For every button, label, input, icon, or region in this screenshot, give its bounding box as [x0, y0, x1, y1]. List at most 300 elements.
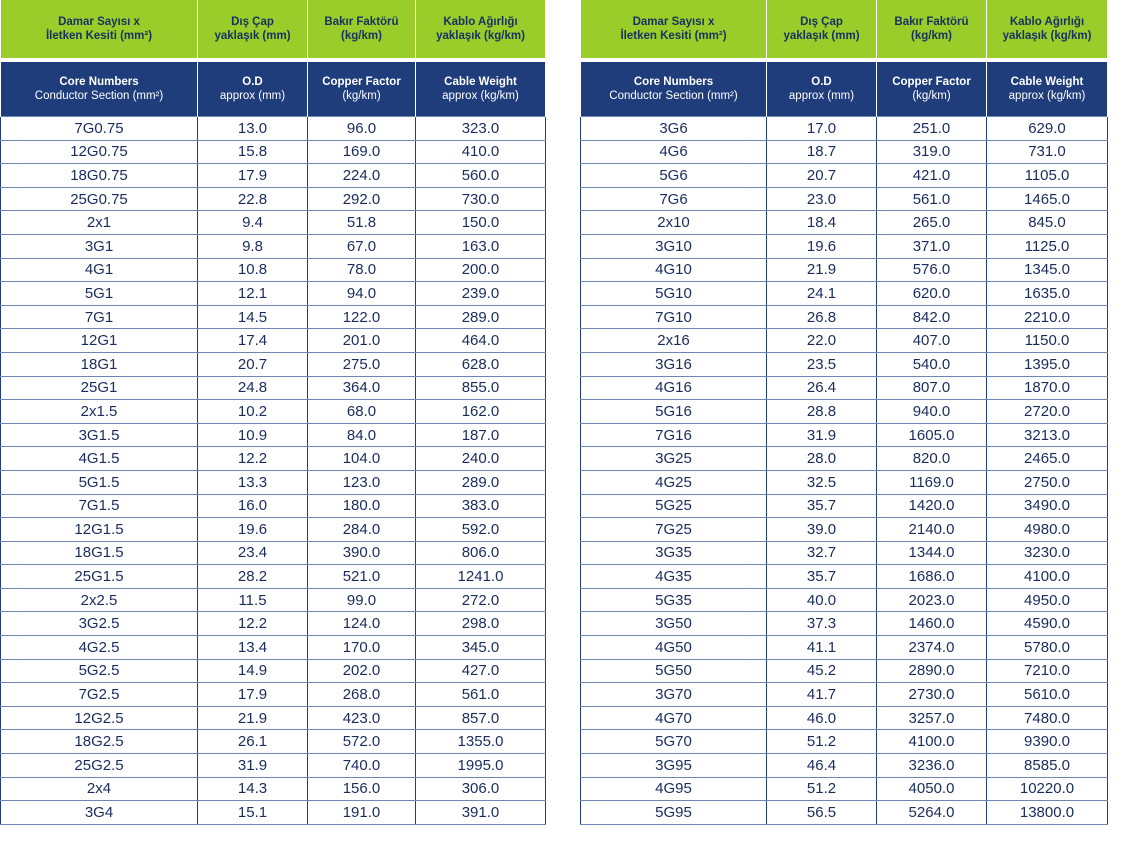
cell-copper-factor: 2890.0	[877, 659, 987, 683]
cell-copper-factor: 2023.0	[877, 588, 987, 612]
cell-outer-diameter: 24.1	[767, 282, 877, 306]
cell-copper-factor: 540.0	[877, 352, 987, 376]
cell-core-section: 5G1.5	[1, 470, 198, 494]
table-row	[1, 777, 546, 801]
cell-outer-diameter: 46.0	[767, 706, 877, 730]
cell-core-section: 3G6	[581, 117, 767, 141]
cell-copper-factor: 521.0	[308, 565, 416, 589]
cell-core-section: 7G6	[581, 187, 767, 211]
cell-cable-weight: 1870.0	[987, 376, 1108, 400]
cell-copper-factor: 275.0	[308, 352, 416, 376]
cell-outer-diameter: 13.4	[198, 636, 308, 660]
cell-cable-weight: 200.0	[416, 258, 546, 282]
cell-outer-diameter: 10.9	[198, 423, 308, 447]
header-row-english	[1, 62, 546, 117]
cell-cable-weight: 383.0	[416, 494, 546, 518]
cell-copper-factor: 292.0	[308, 187, 416, 211]
cell-copper-factor: 3257.0	[877, 706, 987, 730]
cell-copper-factor: 1605.0	[877, 423, 987, 447]
cell-cable-weight: 289.0	[416, 470, 546, 494]
cell-copper-factor: 265.0	[877, 211, 987, 235]
cell-cable-weight: 323.0	[416, 117, 546, 141]
cell-outer-diameter: 12.1	[198, 282, 308, 306]
cell-cable-weight: 2210.0	[987, 305, 1108, 329]
cell-core-section: 12G0.75	[1, 140, 198, 164]
cell-copper-factor: 3236.0	[877, 754, 987, 778]
table-row	[581, 683, 1108, 707]
table-row	[1, 683, 546, 707]
cell-core-section: 3G1.5	[1, 423, 198, 447]
table-row	[1, 541, 546, 565]
cell-outer-diameter: 31.9	[767, 423, 877, 447]
cell-core-section: 7G2.5	[1, 683, 198, 707]
table-row	[581, 612, 1108, 636]
table-row	[1, 518, 546, 542]
cell-core-section: 4G1	[1, 258, 198, 282]
table-row	[1, 117, 546, 141]
cell-copper-factor: 807.0	[877, 376, 987, 400]
cell-outer-diameter: 56.5	[767, 801, 877, 825]
cell-outer-diameter: 18.4	[767, 211, 877, 235]
cell-cable-weight: 7480.0	[987, 706, 1108, 730]
cell-core-section: 3G2.5	[1, 612, 198, 636]
cell-outer-diameter: 41.1	[767, 636, 877, 660]
cell-outer-diameter: 23.4	[198, 541, 308, 565]
cell-cable-weight: 239.0	[416, 282, 546, 306]
header-copper-tr: Bakır Faktörü (kg/km)	[877, 0, 987, 58]
cell-outer-diameter: 17.9	[198, 164, 308, 188]
cell-cable-weight: 4950.0	[987, 588, 1108, 612]
cell-cable-weight: 1995.0	[416, 754, 546, 778]
cell-core-section: 3G16	[581, 352, 767, 376]
cell-cable-weight: 1355.0	[416, 730, 546, 754]
cell-core-section: 12G1.5	[1, 518, 198, 542]
cell-outer-diameter: 13.0	[198, 117, 308, 141]
table-row	[581, 730, 1108, 754]
table-row	[581, 117, 1108, 141]
cell-outer-diameter: 14.9	[198, 659, 308, 683]
cell-outer-diameter: 22.0	[767, 329, 877, 353]
cell-outer-diameter: 10.2	[198, 400, 308, 424]
cell-core-section: 3G10	[581, 234, 767, 258]
cell-outer-diameter: 17.9	[198, 683, 308, 707]
cell-outer-diameter: 26.4	[767, 376, 877, 400]
table-row	[581, 329, 1108, 353]
cell-cable-weight: 1241.0	[416, 565, 546, 589]
cell-outer-diameter: 15.8	[198, 140, 308, 164]
cell-core-section: 7G1	[1, 305, 198, 329]
cell-copper-factor: 940.0	[877, 400, 987, 424]
table-row	[1, 801, 546, 825]
table-row	[581, 777, 1108, 801]
cell-core-section: 5G2.5	[1, 659, 198, 683]
cell-cable-weight: 628.0	[416, 352, 546, 376]
table-row	[1, 494, 546, 518]
cell-cable-weight: 1465.0	[987, 187, 1108, 211]
cell-core-section: 5G50	[581, 659, 767, 683]
cell-copper-factor: 170.0	[308, 636, 416, 660]
header-core-tr: Damar Sayısı x İletken Kesiti (mm²)	[1, 0, 198, 58]
cell-copper-factor: 1686.0	[877, 565, 987, 589]
table-row	[1, 612, 546, 636]
header-core-en: Core Numbers Conductor Section (mm²)	[581, 62, 767, 117]
cell-cable-weight: 1345.0	[987, 258, 1108, 282]
cell-outer-diameter: 18.7	[767, 140, 877, 164]
cell-copper-factor: 1460.0	[877, 612, 987, 636]
table-row	[581, 282, 1108, 306]
table-row	[581, 258, 1108, 282]
cell-outer-diameter: 17.0	[767, 117, 877, 141]
cell-cable-weight: 464.0	[416, 329, 546, 353]
cell-copper-factor: 191.0	[308, 801, 416, 825]
cell-outer-diameter: 23.0	[767, 187, 877, 211]
cell-core-section: 2x10	[581, 211, 767, 235]
cell-cable-weight: 1150.0	[987, 329, 1108, 353]
cell-cable-weight: 8585.0	[987, 754, 1108, 778]
cell-core-section: 2x1	[1, 211, 198, 235]
cell-outer-diameter: 28.2	[198, 565, 308, 589]
cell-copper-factor: 124.0	[308, 612, 416, 636]
cell-cable-weight: 1125.0	[987, 234, 1108, 258]
header-core-en: Core Numbers Conductor Section (mm²)	[1, 62, 198, 117]
cell-core-section: 3G95	[581, 754, 767, 778]
cell-copper-factor: 371.0	[877, 234, 987, 258]
cell-cable-weight: 561.0	[416, 683, 546, 707]
cell-cable-weight: 5780.0	[987, 636, 1108, 660]
cell-core-section: 2x4	[1, 777, 198, 801]
header-od-tr: Dış Çap yaklaşık (mm)	[198, 0, 308, 58]
cell-copper-factor: 740.0	[308, 754, 416, 778]
cell-copper-factor: 284.0	[308, 518, 416, 542]
table-row	[1, 470, 546, 494]
cell-outer-diameter: 21.9	[767, 258, 877, 282]
cell-cable-weight: 845.0	[987, 211, 1108, 235]
cell-core-section: 7G0.75	[1, 117, 198, 141]
header-row-turkish	[1, 0, 546, 58]
table-row	[1, 588, 546, 612]
table-row	[581, 541, 1108, 565]
cell-outer-diameter: 17.4	[198, 329, 308, 353]
cell-cable-weight: 5610.0	[987, 683, 1108, 707]
cell-core-section: 3G50	[581, 612, 767, 636]
cell-copper-factor: 123.0	[308, 470, 416, 494]
table-row	[1, 164, 546, 188]
cell-cable-weight: 4100.0	[987, 565, 1108, 589]
cell-core-section: 4G35	[581, 565, 767, 589]
cell-copper-factor: 4050.0	[877, 777, 987, 801]
table-row	[581, 470, 1108, 494]
cell-cable-weight: 629.0	[987, 117, 1108, 141]
cell-copper-factor: 572.0	[308, 730, 416, 754]
cell-copper-factor: 202.0	[308, 659, 416, 683]
cell-copper-factor: 576.0	[877, 258, 987, 282]
cell-core-section: 2x1.5	[1, 400, 198, 424]
cell-outer-diameter: 12.2	[198, 612, 308, 636]
cell-cable-weight: 289.0	[416, 305, 546, 329]
cell-outer-diameter: 11.5	[198, 588, 308, 612]
cell-outer-diameter: 51.2	[767, 730, 877, 754]
cell-cable-weight: 731.0	[987, 140, 1108, 164]
cell-outer-diameter: 13.3	[198, 470, 308, 494]
cell-copper-factor: 51.8	[308, 211, 416, 235]
cell-core-section: 3G4	[1, 801, 198, 825]
cell-outer-diameter: 41.7	[767, 683, 877, 707]
table-row	[581, 801, 1108, 825]
table-row	[581, 305, 1108, 329]
table-row	[1, 282, 546, 306]
cell-copper-factor: 94.0	[308, 282, 416, 306]
cell-outer-diameter: 23.5	[767, 352, 877, 376]
cell-copper-factor: 99.0	[308, 588, 416, 612]
table-row	[581, 565, 1108, 589]
cell-core-section: 25G2.5	[1, 754, 198, 778]
cell-core-section: 12G2.5	[1, 706, 198, 730]
cell-outer-diameter: 28.8	[767, 400, 877, 424]
cell-copper-factor: 2374.0	[877, 636, 987, 660]
cell-outer-diameter: 51.2	[767, 777, 877, 801]
table-row	[1, 187, 546, 211]
cell-copper-factor: 68.0	[308, 400, 416, 424]
cell-copper-factor: 1420.0	[877, 494, 987, 518]
cell-outer-diameter: 14.3	[198, 777, 308, 801]
cell-copper-factor: 561.0	[877, 187, 987, 211]
table-row	[581, 588, 1108, 612]
cell-cable-weight: 7210.0	[987, 659, 1108, 683]
cell-outer-diameter: 32.5	[767, 470, 877, 494]
cell-cable-weight: 592.0	[416, 518, 546, 542]
table-row	[1, 447, 546, 471]
cell-core-section: 4G95	[581, 777, 767, 801]
cell-outer-diameter: 31.9	[198, 754, 308, 778]
table-row	[1, 706, 546, 730]
cell-core-section: 25G1.5	[1, 565, 198, 589]
table-row	[581, 494, 1108, 518]
cell-core-section: 4G1.5	[1, 447, 198, 471]
cell-core-section: 25G0.75	[1, 187, 198, 211]
cell-outer-diameter: 26.8	[767, 305, 877, 329]
cell-cable-weight: 806.0	[416, 541, 546, 565]
header-od-en: O.D approx (mm)	[767, 62, 877, 117]
table-row	[581, 211, 1108, 235]
cell-core-section: 5G10	[581, 282, 767, 306]
cell-outer-diameter: 19.6	[767, 234, 877, 258]
cell-core-section: 18G1	[1, 352, 198, 376]
cell-outer-diameter: 32.7	[767, 541, 877, 565]
cell-copper-factor: 2730.0	[877, 683, 987, 707]
table-row	[1, 234, 546, 258]
table-row	[581, 423, 1108, 447]
cell-copper-factor: 268.0	[308, 683, 416, 707]
header-od-en: O.D approx (mm)	[198, 62, 308, 117]
cell-cable-weight: 3213.0	[987, 423, 1108, 447]
cell-cable-weight: 187.0	[416, 423, 546, 447]
table-row	[581, 400, 1108, 424]
cell-core-section: 18G2.5	[1, 730, 198, 754]
cell-copper-factor: 1169.0	[877, 470, 987, 494]
cell-cable-weight: 730.0	[416, 187, 546, 211]
cell-copper-factor: 390.0	[308, 541, 416, 565]
table-row	[581, 754, 1108, 778]
cell-core-section: 2x16	[581, 329, 767, 353]
table-row	[1, 423, 546, 447]
cell-cable-weight: 13800.0	[987, 801, 1108, 825]
cell-cable-weight: 2720.0	[987, 400, 1108, 424]
cell-core-section: 4G25	[581, 470, 767, 494]
cell-cable-weight: 163.0	[416, 234, 546, 258]
cell-copper-factor: 201.0	[308, 329, 416, 353]
cell-outer-diameter: 35.7	[767, 565, 877, 589]
cell-outer-diameter: 40.0	[767, 588, 877, 612]
cell-outer-diameter: 28.0	[767, 447, 877, 471]
table-row	[581, 659, 1108, 683]
cell-core-section: 3G1	[1, 234, 198, 258]
header-weight-en: Cable Weight approx (kg/km)	[987, 62, 1108, 117]
cell-copper-factor: 78.0	[308, 258, 416, 282]
cell-cable-weight: 150.0	[416, 211, 546, 235]
cell-core-section: 5G16	[581, 400, 767, 424]
cell-outer-diameter: 19.6	[198, 518, 308, 542]
cell-copper-factor: 84.0	[308, 423, 416, 447]
header-weight-en: Cable Weight approx (kg/km)	[416, 62, 546, 117]
cell-copper-factor: 224.0	[308, 164, 416, 188]
cell-cable-weight: 9390.0	[987, 730, 1108, 754]
cell-cable-weight: 272.0	[416, 588, 546, 612]
cell-copper-factor: 407.0	[877, 329, 987, 353]
cell-cable-weight: 4590.0	[987, 612, 1108, 636]
cell-copper-factor: 423.0	[308, 706, 416, 730]
cell-core-section: 5G95	[581, 801, 767, 825]
cell-cable-weight: 10220.0	[987, 777, 1108, 801]
cell-outer-diameter: 20.7	[767, 164, 877, 188]
cell-outer-diameter: 15.1	[198, 801, 308, 825]
table-row	[581, 234, 1108, 258]
cable-table-right	[580, 0, 1108, 825]
cell-cable-weight: 3230.0	[987, 541, 1108, 565]
cell-copper-factor: 4100.0	[877, 730, 987, 754]
cell-cable-weight: 3490.0	[987, 494, 1108, 518]
cell-cable-weight: 1635.0	[987, 282, 1108, 306]
table-row	[581, 376, 1108, 400]
cell-cable-weight: 2750.0	[987, 470, 1108, 494]
cell-copper-factor: 96.0	[308, 117, 416, 141]
header-copper-tr: Bakır Faktörü (kg/km)	[308, 0, 416, 58]
cell-cable-weight: 1395.0	[987, 352, 1108, 376]
cell-outer-diameter: 10.8	[198, 258, 308, 282]
cell-core-section: 4G2.5	[1, 636, 198, 660]
table-row	[581, 352, 1108, 376]
cell-cable-weight: 298.0	[416, 612, 546, 636]
cell-copper-factor: 67.0	[308, 234, 416, 258]
cell-copper-factor: 180.0	[308, 494, 416, 518]
header-row-turkish	[581, 0, 1108, 58]
table-row	[1, 376, 546, 400]
cell-cable-weight: 855.0	[416, 376, 546, 400]
cell-outer-diameter: 12.2	[198, 447, 308, 471]
cell-cable-weight: 2465.0	[987, 447, 1108, 471]
table-row	[581, 636, 1108, 660]
cell-outer-diameter: 20.7	[198, 352, 308, 376]
table-row	[581, 706, 1108, 730]
cell-core-section: 4G70	[581, 706, 767, 730]
table-row	[1, 400, 546, 424]
cell-core-section: 7G1.5	[1, 494, 198, 518]
cell-cable-weight: 560.0	[416, 164, 546, 188]
table-row	[1, 565, 546, 589]
cell-cable-weight: 427.0	[416, 659, 546, 683]
cell-core-section: 4G10	[581, 258, 767, 282]
table-row	[1, 352, 546, 376]
cell-core-section: 3G35	[581, 541, 767, 565]
cell-core-section: 18G0.75	[1, 164, 198, 188]
cell-cable-weight: 240.0	[416, 447, 546, 471]
cell-core-section: 5G6	[581, 164, 767, 188]
cell-copper-factor: 421.0	[877, 164, 987, 188]
cell-core-section: 4G6	[581, 140, 767, 164]
cell-cable-weight: 306.0	[416, 777, 546, 801]
cell-cable-weight: 391.0	[416, 801, 546, 825]
cell-outer-diameter: 37.3	[767, 612, 877, 636]
cell-copper-factor: 364.0	[308, 376, 416, 400]
cell-core-section: 7G10	[581, 305, 767, 329]
cell-copper-factor: 620.0	[877, 282, 987, 306]
cell-outer-diameter: 46.4	[767, 754, 877, 778]
cell-cable-weight: 162.0	[416, 400, 546, 424]
table-row	[1, 754, 546, 778]
table-row	[1, 305, 546, 329]
cell-copper-factor: 104.0	[308, 447, 416, 471]
cell-cable-weight: 345.0	[416, 636, 546, 660]
cable-table-left	[0, 0, 546, 825]
cell-core-section: 5G70	[581, 730, 767, 754]
cell-copper-factor: 122.0	[308, 305, 416, 329]
cell-copper-factor: 319.0	[877, 140, 987, 164]
cell-outer-diameter: 14.5	[198, 305, 308, 329]
cell-core-section: 2x2.5	[1, 588, 198, 612]
cell-copper-factor: 169.0	[308, 140, 416, 164]
cell-outer-diameter: 9.4	[198, 211, 308, 235]
cell-cable-weight: 4980.0	[987, 518, 1108, 542]
table-row	[1, 730, 546, 754]
cell-copper-factor: 820.0	[877, 447, 987, 471]
cell-copper-factor: 2140.0	[877, 518, 987, 542]
cell-outer-diameter: 16.0	[198, 494, 308, 518]
header-copper-en: Copper Factor (kg/km)	[877, 62, 987, 117]
cell-core-section: 12G1	[1, 329, 198, 353]
cell-core-section: 5G1	[1, 282, 198, 306]
table-row	[581, 140, 1108, 164]
cell-copper-factor: 156.0	[308, 777, 416, 801]
cell-core-section: 4G16	[581, 376, 767, 400]
table-row	[1, 636, 546, 660]
cell-cable-weight: 1105.0	[987, 164, 1108, 188]
cell-core-section: 5G25	[581, 494, 767, 518]
cell-outer-diameter: 45.2	[767, 659, 877, 683]
cell-copper-factor: 5264.0	[877, 801, 987, 825]
cell-core-section: 7G16	[581, 423, 767, 447]
cell-outer-diameter: 26.1	[198, 730, 308, 754]
cell-core-section: 4G50	[581, 636, 767, 660]
table-row	[581, 187, 1108, 211]
cell-outer-diameter: 39.0	[767, 518, 877, 542]
table-row	[1, 329, 546, 353]
table-row	[581, 518, 1108, 542]
table-row	[1, 258, 546, 282]
table-row	[581, 164, 1108, 188]
cell-core-section: 3G25	[581, 447, 767, 471]
cell-outer-diameter: 21.9	[198, 706, 308, 730]
cell-outer-diameter: 24.8	[198, 376, 308, 400]
cell-cable-weight: 410.0	[416, 140, 546, 164]
